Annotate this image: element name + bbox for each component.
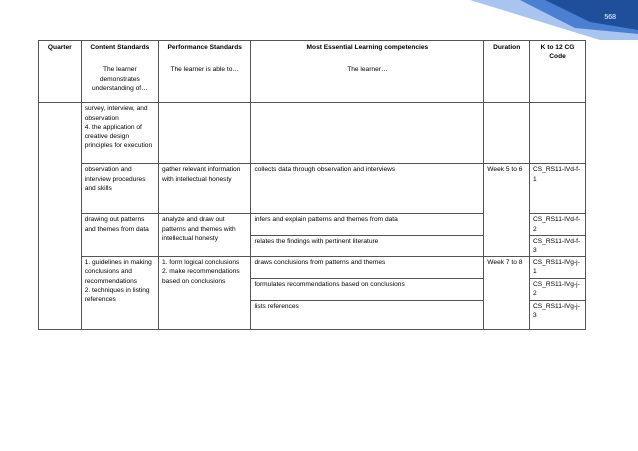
performance-cell: 1. form logical conclusions 2. make recommendations based on conclusions (158, 257, 251, 329)
header-content-standards: Content Standards (81, 41, 158, 63)
table-row (39, 103, 586, 164)
melc-cell: infers and explain patterns and themes from data (251, 214, 484, 235)
melc-cell: relates the findings with pertinent literature (251, 235, 484, 256)
code-cell: CS_RS11-IVd-f-2 (530, 214, 586, 235)
melc-cell: formulates recommendations based on conclusions (251, 278, 484, 300)
code-cell (530, 103, 586, 164)
quarter-cell (39, 103, 82, 329)
content-cell: observation and interview procedures and skills (81, 164, 158, 214)
subheader-performance: The learner is able to… (158, 62, 251, 103)
content-cell: drawing out patterns and themes from data (81, 214, 158, 257)
header-duration: Duration (484, 41, 530, 63)
subheader-row (39, 62, 586, 103)
header-melc: Most Essential Learning competencies (251, 41, 484, 63)
performance-cell: gather relevant information with intellectual honesty (158, 164, 251, 214)
duration-cell: Week 5 to 6 (484, 164, 530, 257)
header-row (39, 41, 586, 63)
subheader-content: The learner demonstrates understanding of… (81, 62, 158, 103)
page-header-banner (0, 0, 638, 40)
duration-cell: Week 7 to 8 (484, 257, 530, 329)
header-code: K to 12 CG Code (530, 41, 586, 63)
code-cell: CS_RS11-IVg-j-1 (530, 257, 586, 278)
header-quarter: Quarter (39, 41, 82, 63)
code-cell: CS_RS11-IVg-j-2 (530, 278, 586, 300)
subheader-melc: The learner… (251, 62, 484, 103)
melc-cell (251, 103, 484, 164)
duration-cell (484, 103, 530, 164)
performance-cell (158, 103, 251, 164)
melc-cell: collects data through observation and interviews (251, 164, 484, 214)
subheader-quarter (39, 62, 82, 103)
table-row (39, 257, 586, 278)
subheader-code (530, 62, 586, 103)
header-performance-standards: Performance Standards (158, 41, 251, 63)
page-number: 568 (604, 14, 616, 21)
curriculum-table (38, 40, 586, 330)
melc-cell: draws conclusions from patterns and themes (251, 257, 484, 278)
table-row (39, 164, 586, 214)
melc-cell: lists references (251, 300, 484, 329)
subheader-duration (484, 62, 530, 103)
content-cell: survey, interview, and observation 4. the application of creative design principles for execution (81, 103, 158, 164)
code-cell: CS_RS11-IVg-j-3 (530, 300, 586, 329)
code-cell: CS_RS11-IVd-f-1 (530, 164, 586, 214)
code-cell: CS_RS11-IVd-f-3 (530, 235, 586, 256)
content-cell: 1. guidelines in making conclusions and recommendations 2. techniques in listing references (81, 257, 158, 329)
performance-cell: analyze and draw out patterns and themes with intellectual honesty (158, 214, 251, 257)
